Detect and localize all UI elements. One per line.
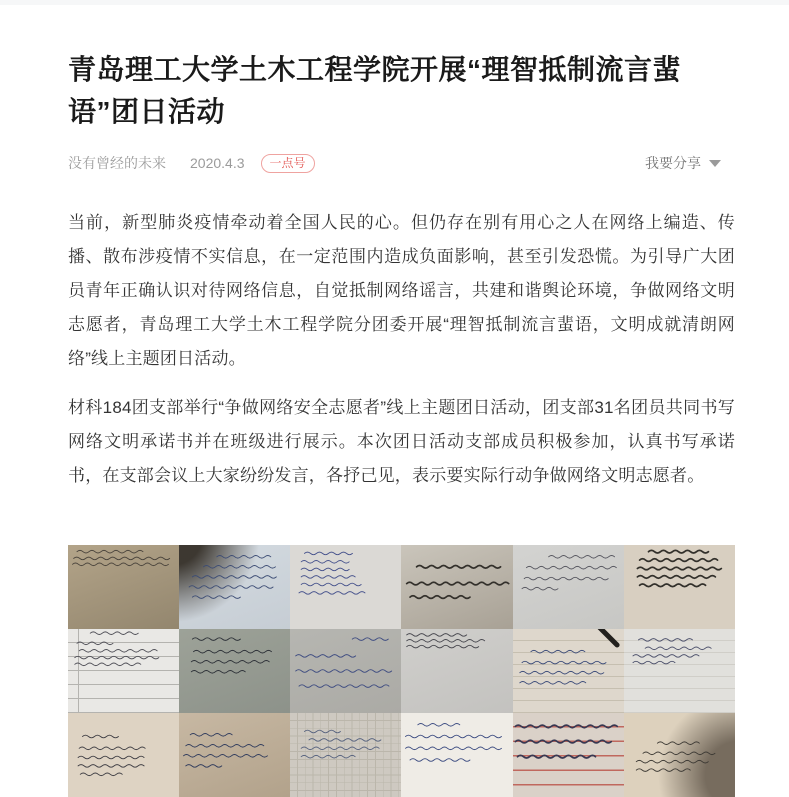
collage-photo: [401, 629, 512, 713]
article-title: 青岛理工大学土木工程学院开展“理智抵制流言蜚语”团日活动: [68, 54, 682, 127]
handwriting-strokes: [513, 545, 624, 629]
collage-photo: [513, 629, 624, 713]
collage-photo: [68, 629, 179, 713]
publish-date: 2020.4.3: [190, 155, 245, 171]
article-meta-left: [68, 153, 315, 173]
handwriting-strokes: [68, 629, 179, 713]
collage-photo: [290, 629, 401, 713]
handwriting-strokes: [179, 713, 290, 797]
share-label: 我要分享: [645, 155, 701, 171]
collage-photo: [401, 545, 512, 629]
collage-photo: [179, 629, 290, 713]
handwriting-strokes: [624, 629, 735, 713]
handwriting-strokes: [513, 629, 624, 713]
collage-photo: [68, 545, 179, 629]
article-page: [68, 49, 735, 797]
collage-photo: [290, 545, 401, 629]
collage-photo: [401, 713, 512, 797]
collage-photo: [68, 713, 179, 797]
handwriting-strokes: [290, 629, 401, 713]
article-body: [68, 206, 735, 493]
collage-photo: [179, 713, 290, 797]
page-top-strip: [0, 0, 789, 5]
handwriting-strokes: [624, 545, 735, 629]
author-name[interactable]: 没有曾经的未来: [68, 155, 166, 171]
handwriting-strokes: [624, 713, 735, 797]
platform-badge[interactable]: 一点号: [261, 154, 315, 173]
collage-photo: [624, 629, 735, 713]
photo-collage[interactable]: [68, 545, 735, 797]
handwriting-strokes: [401, 545, 512, 629]
collage-photo: [624, 713, 735, 797]
handwriting-strokes: [401, 713, 512, 797]
share-control[interactable]: [645, 153, 735, 173]
chevron-down-icon: [709, 160, 721, 167]
handwriting-strokes: [179, 545, 290, 629]
body-paragraph: 当前，新型肺炎疫情牵动着全国人民的心。但仍存在别有用心之人在网络上编造、传播、散布涉疫情不实信息，在一定范围内造成负面影响，甚至引发恐慌。为引导广大团员青年正确认识对待网络信息，自觉抵制网络谣言，共建和谐舆论环境，争做网络文明志愿者，青岛理工大学土木工程学院分团委开展“理智抵制流言蜚语，文明成就清朗网络”线上主题团日活动。: [68, 213, 735, 368]
handwriting-strokes: [179, 629, 290, 713]
handwriting-strokes: [513, 713, 624, 797]
handwriting-strokes: [68, 545, 179, 629]
collage-photo: [624, 545, 735, 629]
collage-photo: [513, 713, 624, 797]
collage-photo: [290, 713, 401, 797]
handwriting-strokes: [68, 713, 179, 797]
article-meta: [68, 152, 735, 174]
collage-photo: [179, 545, 290, 629]
handwriting-strokes: [290, 545, 401, 629]
body-paragraph: 材科184团支部举行“争做网络安全志愿者”线上主题团日活动，团支部31名团员共同书写网络文明承诺书并在班级进行展示。本次团日活动支部成员积极参加，认真书写承诺书，在支部会议上大家纷纷发言，各抒己见，表示要实际行动争做网络文明志愿者。: [68, 398, 735, 485]
collage-photo: [513, 545, 624, 629]
handwriting-strokes: [401, 629, 512, 713]
handwriting-strokes: [290, 713, 401, 797]
